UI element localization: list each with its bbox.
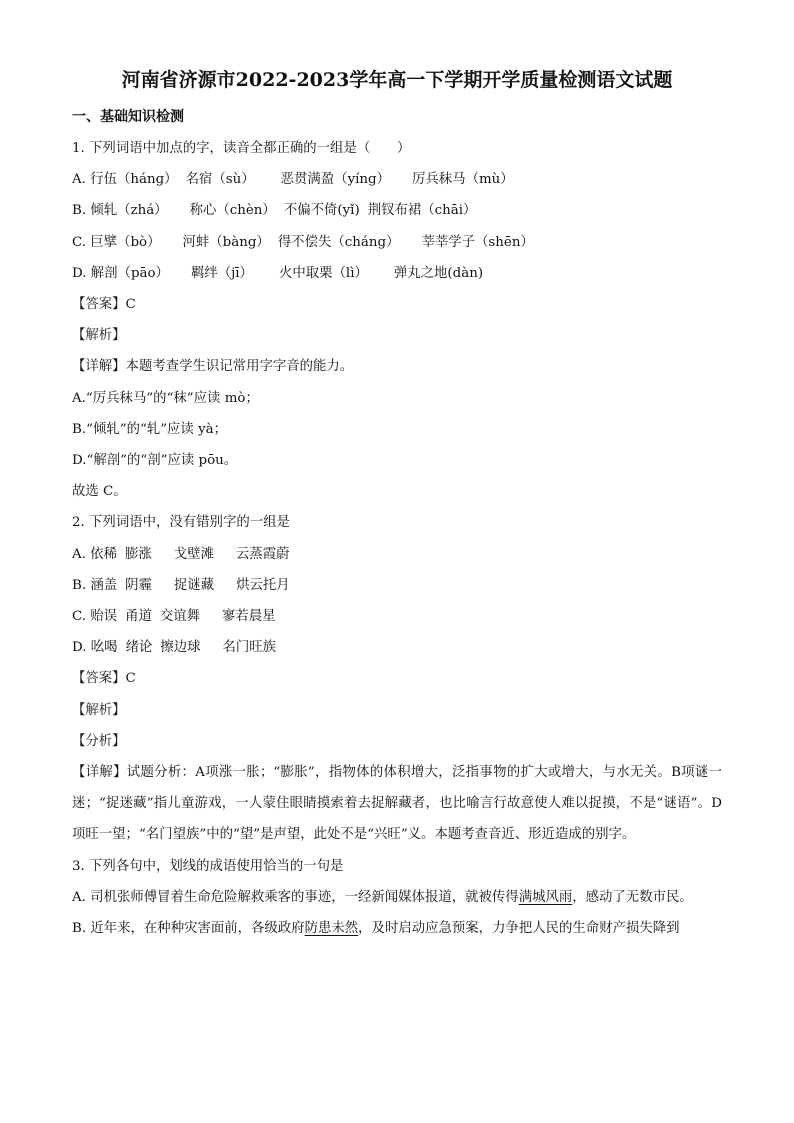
option-text: 河蚌（bàng） (182, 234, 270, 250)
question-2-option-d (72, 632, 722, 663)
option-text: 甬道 (125, 609, 152, 625)
option-text: 称心（chèn） (189, 203, 276, 219)
explanation-line: D.“解剖”的“剖”应读 pōu。 (72, 453, 238, 469)
question-1-option-d (72, 258, 722, 289)
option-text: 名门旺族 (222, 640, 277, 656)
option-text: A. 行伍（háng） (72, 172, 178, 188)
question-1-option-c (72, 227, 722, 258)
option-text: 不偏不倚(yǐ) (283, 203, 360, 219)
option-text: 莘莘学子（shēn） (421, 234, 534, 250)
analysis-label: 【解析】 (72, 328, 126, 344)
page-title: 河南省济源市2022-2023学年高一下学期开学质量检测语文试题 (121, 69, 673, 91)
option-text: 阴霾 (125, 577, 152, 593)
option-text: 荆钗布裙（chāi） (367, 203, 477, 219)
option-text: B. 涵盖 (72, 577, 118, 593)
option-text: 戈壁滩 (173, 546, 214, 562)
conclusion-text: 故选 C。 (72, 484, 127, 500)
option-text: ，感动了无数市民。 (572, 889, 693, 905)
option-text: 厉兵秣马（mù） (412, 172, 514, 188)
option-text: 云蒸霞蔚 (235, 546, 290, 562)
detail-text: 【详解】本题考查学生识记常用字字音的能力。 (72, 359, 354, 375)
explanation-line: B.“倾轧”的“轧”应读 yà； (72, 421, 228, 437)
option-text: 烘云托月 (236, 577, 290, 593)
underlined-idiom: 防患未然 (304, 921, 359, 937)
option-text: 恶贯满盈（yíng） (280, 172, 391, 188)
option-text: 得不偿失（cháng） (277, 234, 400, 250)
document-page (72, 66, 722, 944)
option-text: 火中取栗（lì） (278, 265, 368, 281)
option-text: 羁绊（jī） (190, 265, 253, 281)
option-text: 绪论 (125, 640, 153, 656)
question-2-option-a (72, 539, 722, 570)
option-text: C. 巨擘（bò） (72, 234, 161, 250)
question-3-stem: 3. 下列各句中，划线的成语使用恰当的一句是 (72, 858, 344, 874)
answer-label: 【答案】C (72, 671, 136, 687)
option-text: D. 解剖（pāo） (72, 265, 169, 281)
detail-text: 【详解】试题分析：A项涨一胀；“膨胀”，指物体的体积增大，泛指事物的扩大或增大，与水无关。B项谜一迷；“捉迷藏”指儿童游戏，一人蒙住眼睛摸索着去捉解藏者，也比喻言行故意使人难以捉摸，不是“谜语”。D项旺一望；“名门望族”中的“望”是声望，此处不是“兴旺”义。本题考查音近、形近造成的别字。 (72, 765, 722, 843)
option-text: 擦边球 (160, 640, 201, 656)
option-text: A. 依稀 (72, 546, 117, 562)
option-text: 寥若晨星 (222, 609, 276, 625)
option-text: 名宿（sù） (185, 172, 255, 188)
question-1-option-a (72, 164, 722, 195)
question-2-option-b (72, 570, 722, 601)
question-3-option-a (72, 882, 722, 913)
question-1-option-b (72, 195, 722, 226)
option-text: D. 吆喝 (72, 640, 118, 656)
section-heading: 一、基础知识检测 (72, 109, 184, 125)
option-text: B. 倾轧（zhá） (72, 203, 168, 219)
option-text: 捉谜藏 (173, 577, 215, 593)
option-text: 膨涨 (124, 546, 152, 562)
fenxi-label: 【分析】 (72, 733, 126, 749)
option-text: C. 贻误 (72, 609, 118, 625)
question-1-stem: 1. 下列词语中加点的字，读音全都正确的一组是（ ） (72, 141, 411, 156)
answer-label: 【答案】C (72, 297, 136, 313)
option-text: 弹丸之地(dàn) (393, 265, 484, 281)
underlined-idiom: 满城风雨 (518, 889, 573, 905)
option-text: 交谊舞 (159, 609, 201, 625)
question-2-stem: 2. 下列词语中，没有错别字的一组是 (72, 515, 290, 531)
explanation-line: A.“厉兵秣马”的“秣”应读 mò； (72, 390, 259, 406)
question-2-option-c (72, 601, 722, 632)
analysis-label: 【解析】 (72, 702, 126, 718)
option-text: B. 近年来，在种种灾害面前，各级政府 (72, 921, 305, 937)
option-text: ，及时启动应急预案，力争把人民的生命财产损失降到 (358, 921, 680, 937)
option-text: A. 司机张师傅冒着生命危险解救乘客的事迹，一经新闻媒体报道，就被传得 (72, 889, 519, 905)
question-3-option-b (72, 913, 722, 944)
